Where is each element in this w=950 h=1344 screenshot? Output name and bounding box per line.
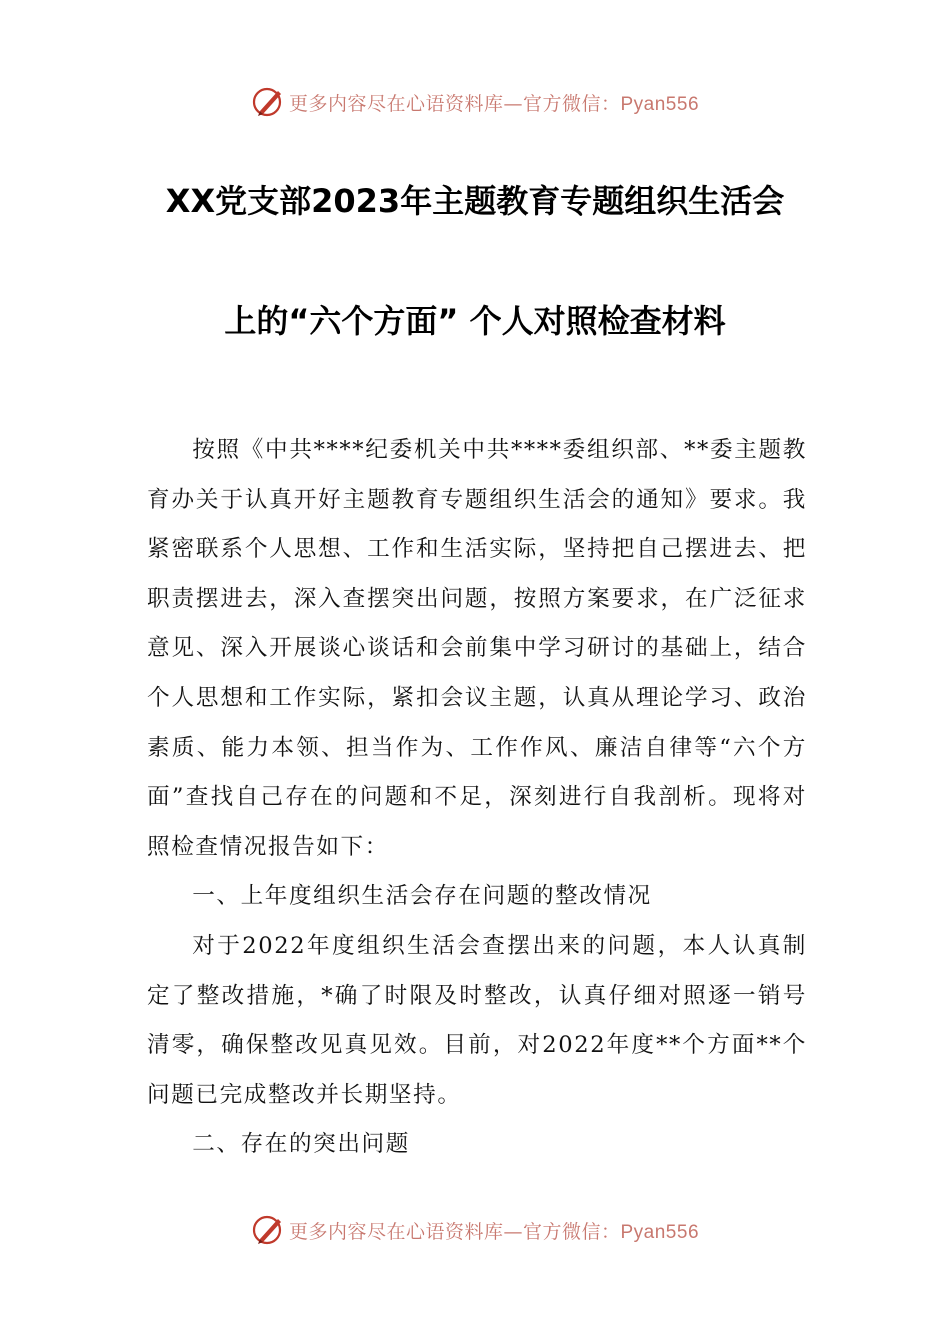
watermark-label: 更多内容尽在心语资料库—官方微信： [288, 92, 621, 115]
section-heading-2: 二、存在的突出问题 [192, 1131, 410, 1158]
watermark-text [289, 1217, 699, 1244]
body-paragraph-intro: 按照《中共****纪委机关中共****委组织部、**委主题教育办关于认真开好主题教育专题组织生活会的通知》要求。我紧密联系个人思想、工作和生活实际，坚持把自己摆进去、把职责摆进去，深入查摆突出问题，按照方案要求，在广泛征求意见、深入开展谈心谈话和会前集中学习研讨的基础上，结合个人思想和工作实际，紧扣会议主题，认真从理论学习、政治素质、能力本领、担当作为、工作作风、廉洁自律等“六个方面”查找自己存在的问题和不足，深刻进行自我剖析。现将对照检查情况报告如下： [147, 437, 807, 860]
pen-circle-logo-icon [251, 1213, 285, 1247]
body-paragraph-rectification: 对于2022年度组织生活会查摆出来的问题，本人认真制定了整改措施，*确了时限及时整改，认真仔细对照逐一销号清零，确保整改见真见效。目前，对2022年度**个方面**个问题已完成整改并长期坚持。 [147, 932, 807, 1108]
document-title-line-2: 上的“六个方面” 个人对照检查材料 [224, 302, 726, 340]
watermark-wechat-id: Pyan556 [620, 1221, 700, 1243]
document-body [147, 426, 807, 1170]
pen-circle-logo-icon [251, 85, 285, 119]
watermark-wechat-id: Pyan556 [620, 93, 700, 115]
watermark-header [0, 82, 950, 122]
document-title-line-1: XX党支部2023年主题教育专题组织生活会 [165, 182, 785, 220]
section-heading-1: 一、上年度组织生活会存在问题的整改情况 [192, 883, 652, 910]
watermark-text [289, 89, 699, 116]
watermark-footer [0, 1210, 950, 1250]
watermark-label: 更多内容尽在心语资料库—官方微信： [288, 1220, 621, 1243]
